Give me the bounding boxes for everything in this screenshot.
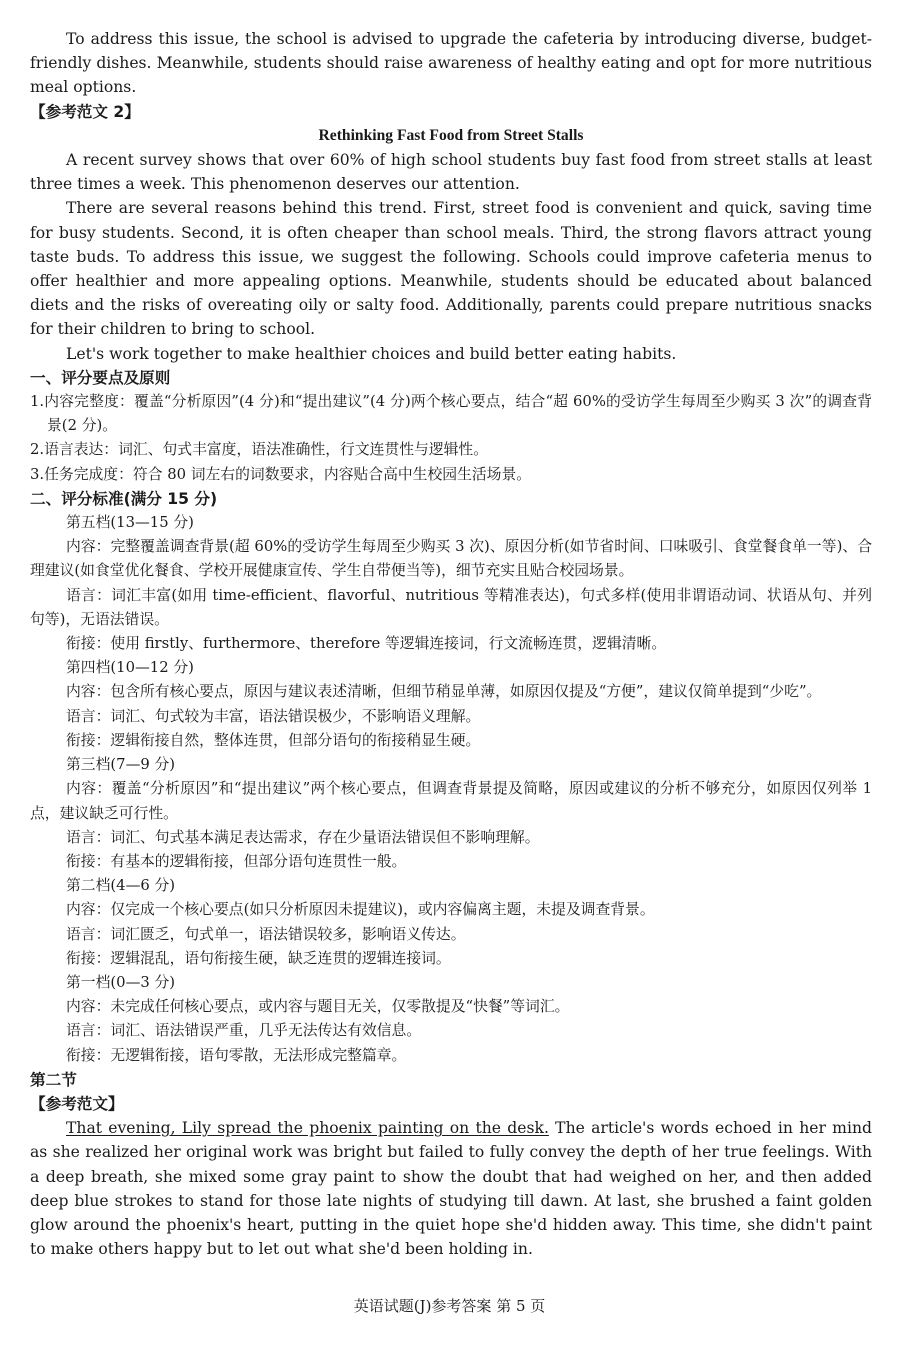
principles-heading: 一、评分要点及原则: [30, 368, 171, 387]
section2-heading: 第二节: [30, 1070, 77, 1089]
tier1-name: 第一档(0—3 分): [66, 973, 176, 991]
sample2-paragraph-1: A recent survey shows that over 60% of high school students buy fast food from street stalls at least three times a week. This phenomenon deserves our attention.: [30, 151, 872, 194]
tier3-name: 第三档(7—9 分): [66, 756, 176, 774]
sample2-label: 【参考范文 2】: [30, 102, 140, 121]
tier2-language: 语言：词汇匮乏，句式单一，语法错误较多，影响语义传达。: [66, 925, 466, 943]
principle-item-1: 1.内容完整度：覆盖“分析原因”(4 分)和“提出建议”(4 分)两个核心要点，结合“超 60%的受访学生每周至少购买 3 次”的调查背景(2 分)。: [30, 393, 872, 435]
tier1-language: 语言：词汇、语法错误严重，几乎无法传达有效信息。: [66, 1022, 422, 1040]
tier2-content: 内容：仅完成一个核心要点(如只分析原因未提建议)，或内容偏离主题，未提及调查背景。: [66, 901, 655, 919]
tier2-cohesion: 衔接：逻辑混乱，语句衔接生硬，缺乏连贯的逻辑连接词。: [66, 949, 451, 967]
sample2-paragraph-2: There are several reasons behind this trend. First, street food is convenient and quick, saving time for busy students. Second, it is often cheaper than school meals. Third, the strong flavors attract young taste buds. To address this issue, we suggest the following. Schools could improve cafeteria menus to offer healthier and more appealing options. Meanwhile, students should be educated about balanced diets and the risks of overeating oily or salty food. Additionally, parents could prepare nutritious snacks for their children to bring to school.: [30, 199, 872, 339]
answer-key-page: [30, 27, 872, 1261]
sample1-ending-paragraph: To address this issue, the school is advised to upgrade the cafeteria by introducing diverse, budget-friendly dishes. Meanwhile, students should raise awareness of healthy eating and opt for more nutritious meal options.: [30, 30, 872, 97]
tier5-name: 第五档(13—15 分): [66, 514, 194, 532]
tier2-name: 第二档(4—6 分): [66, 877, 176, 895]
tier3-cohesion: 衔接：有基本的逻辑衔接，但部分语句连贯性一般。: [66, 852, 407, 870]
tier4-name: 第四档(10—12 分): [66, 659, 194, 677]
given-opening-sentence: That evening, Lily spread the phoenix painting on the desk.: [66, 1119, 549, 1138]
tier4-content: 内容：包含所有核心要点，原因与建议表述清晰，但细节稍显单薄，如原因仅提及“方便”，建议仅简单提到“少吃”。: [66, 683, 822, 701]
tier1-cohesion: 衔接：无逻辑衔接，语句零散，无法形成完整篇章。: [66, 1046, 407, 1064]
principle-item-3: 3.任务完成度：符合 80 词左右的词数要求，内容贴合高中生校园生活场景。: [30, 465, 532, 483]
standards-heading: 二、评分标准(满分 15 分): [30, 489, 218, 508]
continuation-text: The article's words echoed in her mind as she realized her original work was bright but failed to fully convey the depth of her true feelings. With a deep breath, she mixed some gray paint to show the doubt that had weighed on her, and then added deep blue strokes to stand for those late nights of studying till dawn. At last, she brushed a faint golden glow around the phoenix's heart, putting in the quiet hope she'd hidden away. This time, she didn't paint to make others happy but to let out what she'd been holding in.: [30, 1119, 872, 1259]
tier4-cohesion: 衔接：逻辑衔接自然，整体连贯，但部分语句的衔接稍显生硬。: [66, 731, 481, 749]
sample2-paragraph-3: Let's work together to make healthier choices and build better eating habits.: [66, 344, 677, 363]
section2-label: 【参考范文】: [30, 1094, 124, 1113]
tier1-content: 内容：未完成任何核心要点，或内容与题目无关，仅零散提及“快餐”等词汇。: [66, 998, 570, 1016]
tier5-language: 语言：词汇丰富(如用 time-efficient、flavorful、nutritious 等精准表达)，句式多样(使用非谓语动词、状语从句、并列句等)，无语法错误。: [30, 586, 872, 628]
tier3-content: 内容：覆盖“分析原因”和“提出建议”两个核心要点，但调查背景提及简略，原因或建议的分析不够充分，如原因仅列举 1 点，建议缺乏可行性。: [30, 780, 872, 822]
sample2-title: Rethinking Fast Food from Street Stalls: [318, 126, 584, 144]
tier4-language: 语言：词汇、句式较为丰富，语法错误极少，不影响语义理解。: [66, 707, 481, 725]
page-footer: 英语试题(J)参考答案 第 5 页: [353, 1297, 546, 1315]
principle-item-2: 2.语言表达：词汇、句式丰富度，语法准确性，行文连贯性与逻辑性。: [30, 441, 489, 459]
tier3-language: 语言：词汇、句式基本满足表达需求，存在少量语法错误但不影响理解。: [66, 828, 540, 846]
tier5-content: 内容：完整覆盖调查背景(超 60%的受访学生每周至少购买 3 次)、原因分析(如节省时间、口味吸引、食堂餐食单一等)、合理建议(如食堂优化餐食、学校开展健康宣传、学生自带便当等)，细节充实且贴合校园场景。: [30, 538, 872, 580]
section2-sample-paragraph: [30, 1116, 872, 1261]
tier5-cohesion: 衔接：使用 firstly、furthermore、therefore 等逻辑连接词，行文流畅连贯，逻辑清晰。: [66, 635, 667, 653]
